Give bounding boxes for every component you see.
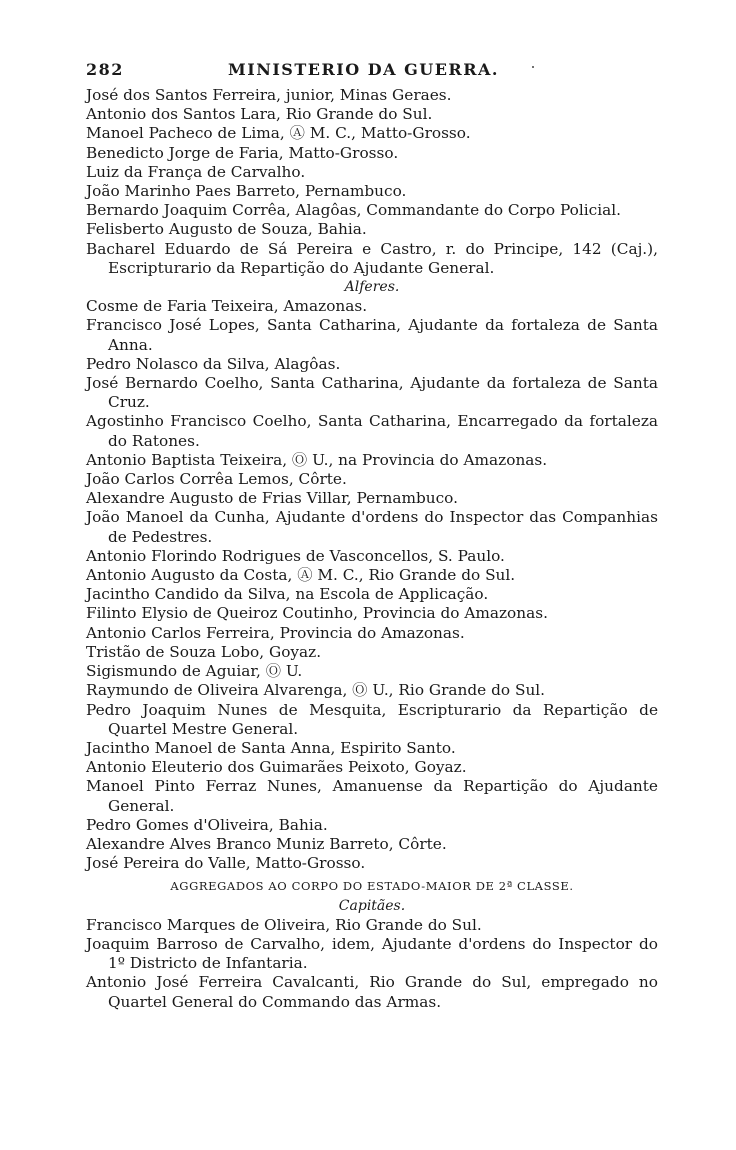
list-item: Joaquim Barroso de Carvalho, idem, Ajudante d'ordens do Inspector do 1º Districto de Infantaria.	[86, 934, 658, 973]
list-item: Pedro Joaquim Nunes de Mesquita, Escripturario da Repartição de Quartel Mestre General.	[86, 700, 658, 738]
list-item: Raymundo de Oliveira Alvarenga, Ⓞ U., Rio Grande do Sul.	[86, 681, 546, 700]
list-item: Bernardo Joaquim Corrêa, Alagôas, Commandante do Corpo Policial.	[86, 201, 621, 220]
rank-heading-capitaes: Capitães.	[338, 897, 406, 914]
list-item: Antonio José Ferreira Cavalcanti, Rio Grande do Sul, empregado no Quartel General do Commando das Armas.	[86, 973, 658, 1011]
entry-list	[86, 86, 658, 1012]
list-item: Alexandre Augusto de Frias Villar, Pernambuco.	[86, 489, 458, 508]
list-item: Agostinho Francisco Coelho, Santa Catharina, Encarregado da fortaleza do Ratones.	[86, 412, 658, 450]
section-heading-aggregados: AGGREGADOS AO CORPO DO ESTADO-MAIOR DE 2ª CLASSE.	[170, 879, 574, 894]
list-item: Filinto Elysio de Queiroz Coutinho, Provincia do Amazonas.	[86, 604, 548, 623]
list-item: Antonio Carlos Ferreira, Provincia do Amazonas.	[86, 623, 465, 642]
list-item: Jacintho Manoel de Santa Anna, Espirito Santo.	[86, 738, 456, 757]
list-item: Manoel Pinto Ferraz Nunes, Amanuense da Repartição do Ajudante General.	[86, 777, 658, 815]
list-item: Cosme de Faria Teixeira, Amazonas.	[86, 297, 368, 316]
list-item: Francisco Marques de Oliveira, Rio Grande do Sul.	[86, 915, 482, 934]
list-item: José Pereira do Valle, Matto-Grosso.	[86, 854, 366, 873]
list-item: Jacintho Candido da Silva, na Escola de Applicação.	[86, 585, 489, 604]
list-item: José dos Santos Ferreira, junior, Minas Geraes.	[86, 86, 452, 104]
list-item: Pedro Gomes d'Oliveira, Bahia.	[86, 815, 328, 834]
list-item: José Bernardo Coelho, Santa Catharina, Ajudante da fortaleza de Santa Cruz.	[86, 374, 658, 412]
document-page	[86, 60, 658, 1012]
list-item: Bacharel Eduardo de Sá Pereira e Castro, r. do Principe, 142 (Caj.), Escripturario da Repartição do Ajudante General.	[86, 239, 658, 277]
list-item: Antonio Eleuterio dos Guimarães Peixoto, Goyaz.	[86, 758, 467, 777]
list-item: João Marinho Paes Barreto, Pernambuco.	[86, 182, 407, 201]
page-header	[86, 60, 658, 86]
rank-heading-alferes: Alferes.	[344, 279, 400, 296]
list-item: Benedicto Jorge de Faria, Matto-Grosso.	[86, 143, 399, 162]
list-item: Antonio dos Santos Lara, Rio Grande do Sul.	[86, 105, 433, 124]
list-item: Antonio Florindo Rodrigues de Vasconcellos, S. Paulo.	[86, 546, 505, 565]
list-item: Sigismundo de Aguiar, Ⓞ U.	[86, 662, 303, 681]
list-item: João Carlos Corrêa Lemos, Côrte.	[86, 470, 347, 489]
page-number: 282	[86, 60, 124, 79]
list-item: Francisco José Lopes, Santa Catharina, Ajudante da fortaleza de Santa Anna.	[86, 316, 658, 354]
list-item: Luiz da França de Carvalho.	[86, 162, 306, 181]
list-item: Felisberto Augusto de Souza, Bahia.	[86, 220, 367, 239]
list-item: Antonio Baptista Teixeira, Ⓞ U., na Provincia do Amazonas.	[86, 450, 548, 469]
list-item: Tristão de Souza Lobo, Goyaz.	[86, 642, 322, 661]
running-title: MINISTERIO DA GUERRA.	[228, 60, 499, 79]
list-item: Manoel Pacheco de Lima, Ⓐ M. C., Matto-Grosso.	[86, 124, 471, 143]
list-item: Alexandre Alves Branco Muniz Barreto, Côrte.	[86, 834, 447, 853]
list-item: João Manoel da Cunha, Ajudante d'ordens do Inspector das Companhias de Pedestres.	[86, 508, 658, 546]
list-item: Pedro Nolasco da Silva, Alagôas.	[86, 354, 341, 373]
list-item: Antonio Augusto da Costa, Ⓐ M. C., Rio Grande do Sul.	[86, 566, 516, 585]
